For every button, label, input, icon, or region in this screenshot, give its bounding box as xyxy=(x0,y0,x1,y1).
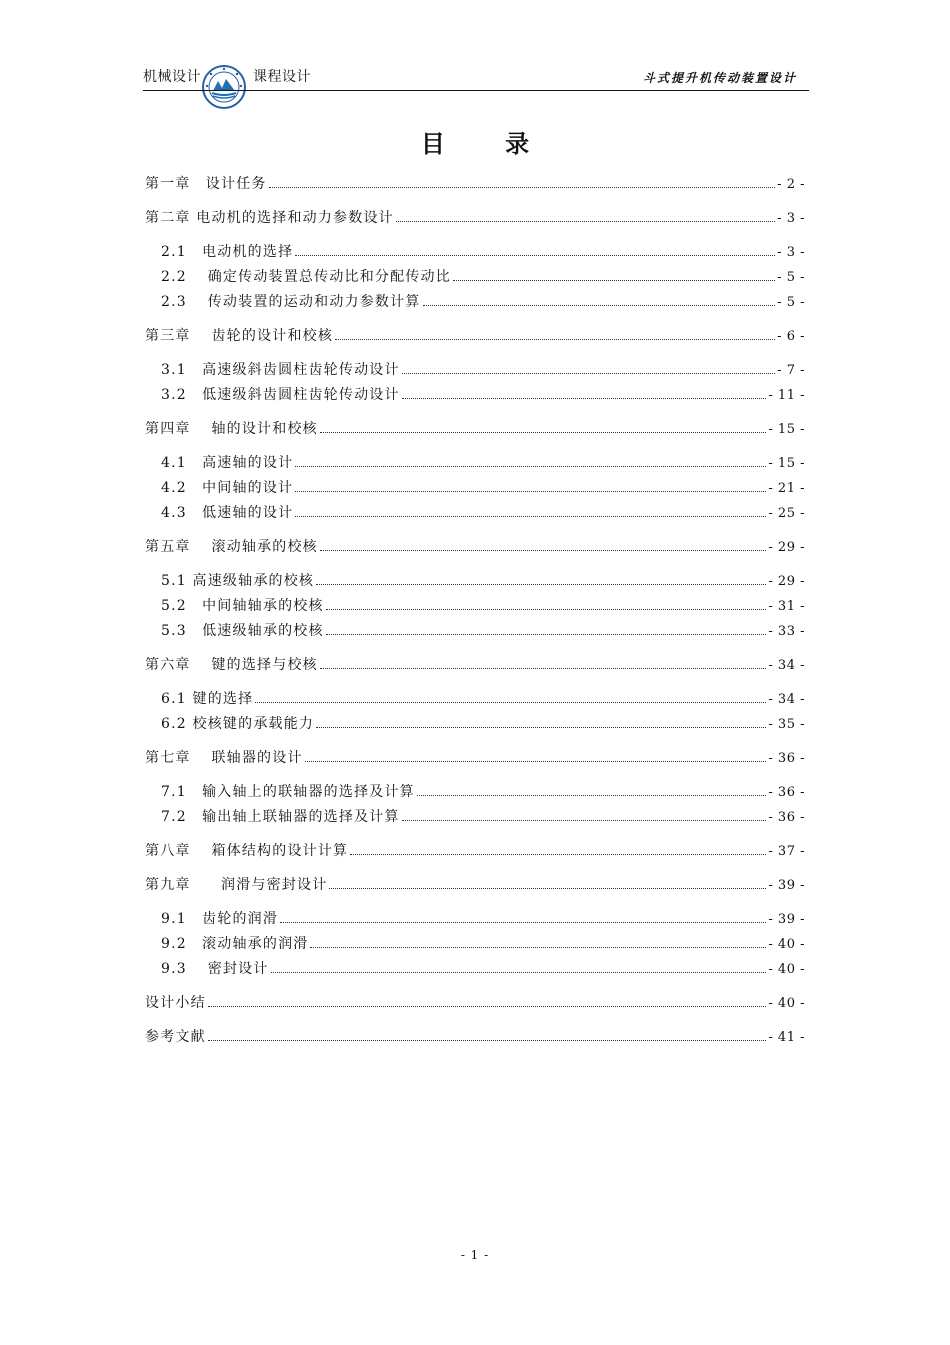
toc-chapter-entry[interactable] xyxy=(145,748,805,768)
toc-chapter-entry[interactable] xyxy=(145,841,805,861)
toc-dot-leader xyxy=(271,960,767,973)
header-course-type: 课程设计 xyxy=(253,69,311,85)
toc-dot-leader xyxy=(423,293,776,306)
toc-dot-leader xyxy=(310,935,766,948)
toc-dot-leader xyxy=(329,876,766,889)
toc-dot-leader xyxy=(335,327,775,340)
toc-chapter-entry[interactable] xyxy=(145,1027,805,1047)
toc-section-entry[interactable] xyxy=(145,689,805,709)
toc-entry-page: - 40 - xyxy=(768,996,805,1011)
toc-entry-label: 9.3 密封设计 xyxy=(161,961,269,977)
toc-chapter-entry[interactable] xyxy=(145,993,805,1013)
toc-entry-page: - 2 - xyxy=(777,177,805,192)
toc-entry-page: - 29 - xyxy=(768,540,805,555)
toc-entry-label: 第五章 滚动轴承的校核 xyxy=(145,539,318,555)
toc-entry-page: - 40 - xyxy=(768,937,805,952)
toc-chapter-entry[interactable] xyxy=(145,174,805,194)
toc-dot-leader xyxy=(320,656,767,669)
toc-entry-page: - 7 - xyxy=(777,363,805,378)
toc-dot-leader xyxy=(326,622,767,635)
toc-entry-label: 第九章 润滑与密封设计 xyxy=(145,877,328,893)
toc-section-entry[interactable] xyxy=(145,782,805,802)
toc-entry-label: 3.1 高速级斜齿圆柱齿轮传动设计 xyxy=(161,362,400,378)
toc-dot-leader xyxy=(316,572,766,585)
toc-section-entry[interactable] xyxy=(145,453,805,473)
toc-section-entry[interactable] xyxy=(145,596,805,616)
toc-chapter-entry[interactable] xyxy=(145,537,805,557)
toc-dot-leader xyxy=(295,454,766,467)
toc-entry-label: 第二章 电动机的选择和动力参数设计 xyxy=(145,210,394,226)
toc-entry-label: 9.2 滚动轴承的润滑 xyxy=(161,936,309,952)
toc-entry-label: 设计小结 xyxy=(145,995,206,1011)
toc-section-entry[interactable] xyxy=(145,503,805,523)
toc-entry-page: - 3 - xyxy=(777,245,805,260)
toc-dot-leader xyxy=(402,808,767,821)
toc-section-entry[interactable] xyxy=(145,478,805,498)
toc-entry-page: - 15 - xyxy=(768,422,805,437)
toc-entry-page: - 40 - xyxy=(768,962,805,977)
toc-entry-label: 6.1 键的选择 xyxy=(161,691,254,707)
toc-section-entry[interactable] xyxy=(145,909,805,929)
toc-entry-label: 第四章 轴的设计和校核 xyxy=(145,421,318,437)
toc-entry-label: 2.1 电动机的选择 xyxy=(161,244,294,260)
toc-dot-leader xyxy=(320,538,767,551)
toc-entry-label: 7.1 输入轴上的联轴器的选择及计算 xyxy=(161,784,415,800)
toc-entry-page: - 33 - xyxy=(768,624,805,639)
header-course-name: 机械设计 xyxy=(143,69,201,85)
toc-entry-page: - 5 - xyxy=(777,295,805,310)
table-of-contents xyxy=(145,174,805,1047)
toc-dot-leader xyxy=(269,175,776,188)
toc-entry-page: - 36 - xyxy=(768,751,805,766)
toc-section-entry[interactable] xyxy=(145,571,805,591)
toc-entry-page: - 21 - xyxy=(768,481,805,496)
toc-dot-leader xyxy=(305,749,767,762)
toc-entry-label: 5.2 中间轴轴承的校核 xyxy=(161,598,324,614)
toc-chapter-entry[interactable] xyxy=(145,875,805,895)
toc-dot-leader xyxy=(326,597,767,610)
toc-entry-page: - 11 - xyxy=(768,388,805,403)
toc-dot-leader xyxy=(350,842,766,855)
toc-entry-label: 4.3 低速轴的设计 xyxy=(161,505,294,521)
toc-chapter-entry[interactable] xyxy=(145,419,805,439)
toc-dot-leader xyxy=(453,268,775,281)
toc-chapter-entry[interactable] xyxy=(145,655,805,675)
page-title: 目 录 xyxy=(420,129,556,158)
toc-entry-page: - 37 - xyxy=(768,844,805,859)
toc-dot-leader xyxy=(208,994,767,1007)
toc-dot-leader xyxy=(208,1028,767,1041)
toc-section-entry[interactable] xyxy=(145,292,805,312)
toc-dot-leader xyxy=(316,715,766,728)
toc-section-entry[interactable] xyxy=(145,242,805,262)
toc-entry-page: - 36 - xyxy=(768,785,805,800)
toc-section-entry[interactable] xyxy=(145,385,805,405)
toc-entry-label: 4.2 中间轴的设计 xyxy=(161,480,294,496)
toc-dot-leader xyxy=(295,504,766,517)
toc-section-entry[interactable] xyxy=(145,621,805,641)
toc-dot-leader xyxy=(402,361,776,374)
toc-dot-leader xyxy=(320,420,767,433)
toc-entry-label: 第八章 箱体结构的设计计算 xyxy=(145,843,349,859)
toc-section-entry[interactable] xyxy=(145,959,805,979)
toc-dot-leader xyxy=(417,783,767,796)
toc-entry-page: - 34 - xyxy=(768,658,805,673)
toc-chapter-entry[interactable] xyxy=(145,326,805,346)
toc-dot-leader xyxy=(255,690,766,703)
toc-entry-page: - 39 - xyxy=(768,912,805,927)
toc-entry-page: - 3 - xyxy=(777,211,805,226)
toc-dot-leader xyxy=(396,209,775,222)
toc-section-entry[interactable] xyxy=(145,360,805,380)
toc-dot-leader xyxy=(280,910,766,923)
toc-entry-page: - 29 - xyxy=(768,574,805,589)
header-document-title: 斗式提升机传动装置设计 xyxy=(642,71,797,85)
toc-entry-label: 参考文献 xyxy=(145,1029,206,1045)
toc-section-entry[interactable] xyxy=(145,934,805,954)
toc-entry-page: - 39 - xyxy=(768,878,805,893)
toc-entry-label: 3.2 低速级斜齿圆柱齿轮传动设计 xyxy=(161,387,400,403)
toc-entry-label: 第三章 齿轮的设计和校核 xyxy=(145,328,334,344)
page-header xyxy=(143,66,809,92)
toc-entry-page: - 31 - xyxy=(768,599,805,614)
toc-entry-page: - 6 - xyxy=(777,329,805,344)
toc-entry-page: - 35 - xyxy=(768,717,805,732)
toc-section-entry[interactable] xyxy=(145,807,805,827)
toc-entry-label: 第七章 联轴器的设计 xyxy=(145,750,303,766)
toc-entry-page: - 15 - xyxy=(768,456,805,471)
toc-section-entry[interactable] xyxy=(145,267,805,287)
toc-section-entry[interactable] xyxy=(145,714,805,734)
toc-entry-page: - 34 - xyxy=(768,692,805,707)
toc-entry-label: 6.2 校核键的承载能力 xyxy=(161,716,315,732)
toc-chapter-entry[interactable] xyxy=(145,208,805,228)
toc-entry-label: 2.3 传动装置的运动和动力参数计算 xyxy=(161,294,421,310)
toc-entry-label: 5.1 高速级轴承的校核 xyxy=(161,573,315,589)
toc-entry-page: - 36 - xyxy=(768,810,805,825)
toc-entry-label: 第六章 键的选择与校核 xyxy=(145,657,318,673)
toc-entry-label: 9.1 齿轮的润滑 xyxy=(161,911,279,927)
toc-entry-label: 7.2 输出轴上联轴器的选择及计算 xyxy=(161,809,400,825)
university-seal-icon xyxy=(201,64,247,110)
toc-entry-label: 5.3 低速级轴承的校核 xyxy=(161,623,324,639)
toc-entry-page: - 41 - xyxy=(768,1030,805,1045)
page-number: - 1 - xyxy=(460,1248,490,1262)
toc-dot-leader xyxy=(402,386,767,399)
toc-entry-label: 2.2 确定传动装置总传动比和分配传动比 xyxy=(161,269,451,285)
toc-dot-leader xyxy=(295,479,766,492)
header-rule xyxy=(143,90,809,91)
toc-entry-label: 第一章 设计任务 xyxy=(145,176,267,192)
toc-entry-page: - 5 - xyxy=(777,270,805,285)
toc-entry-label: 4.1 高速轴的设计 xyxy=(161,455,294,471)
toc-dot-leader xyxy=(295,243,775,256)
toc-entry-page: - 25 - xyxy=(768,506,805,521)
